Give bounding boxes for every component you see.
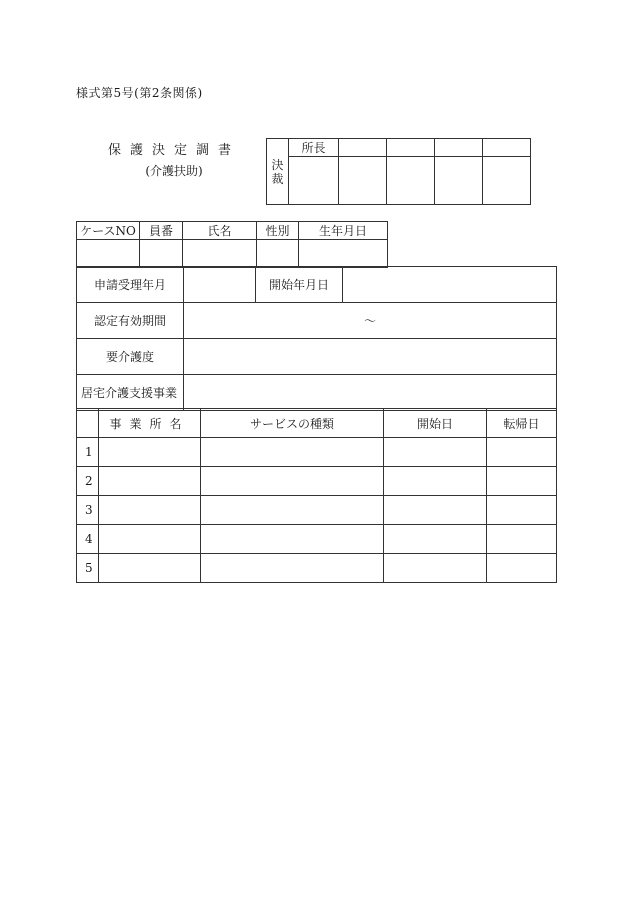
provider-name-field[interactable]	[99, 554, 201, 583]
start-date-field[interactable]	[384, 438, 487, 467]
start-date-field[interactable]	[343, 267, 557, 303]
approval-stamp-cell[interactable]	[483, 157, 531, 205]
service-type-field[interactable]	[201, 438, 384, 467]
provider-name-field[interactable]	[99, 496, 201, 525]
header-member-no: 員番	[140, 222, 183, 240]
approval-header	[387, 139, 435, 157]
valid-period-label: 認定有効期間	[77, 303, 184, 339]
header-case-no: ケースNO	[77, 222, 140, 240]
header-provider-name: 事業所名	[99, 409, 201, 438]
header-sex: 性別	[257, 222, 299, 240]
table-row	[77, 525, 557, 554]
home-care-provider-field[interactable]	[184, 375, 557, 411]
end-date-field[interactable]	[487, 496, 557, 525]
table-row	[77, 438, 557, 467]
name-field[interactable]	[183, 240, 257, 268]
row-number: 4	[77, 525, 99, 554]
provider-name-field[interactable]	[99, 525, 201, 554]
header-birthdate: 生年月日	[299, 222, 388, 240]
header-service-type: サービスの種類	[201, 409, 384, 438]
provider-name-field[interactable]	[99, 438, 201, 467]
approval-stamp-cell[interactable]	[289, 157, 339, 205]
approval-header	[483, 139, 531, 157]
identification-table	[76, 221, 388, 268]
member-no-field[interactable]	[140, 240, 183, 268]
approval-header	[435, 139, 483, 157]
row-number: 1	[77, 438, 99, 467]
service-type-field[interactable]	[201, 467, 384, 496]
start-date-field[interactable]	[384, 554, 487, 583]
row-number: 5	[77, 554, 99, 583]
care-level-field[interactable]	[184, 339, 557, 375]
header-name: 氏名	[183, 222, 257, 240]
table-row	[77, 554, 557, 583]
service-type-field[interactable]	[201, 496, 384, 525]
end-date-field[interactable]	[487, 525, 557, 554]
service-type-field[interactable]	[201, 525, 384, 554]
birthdate-field[interactable]	[299, 240, 388, 268]
header-end-date: 転帰日	[487, 409, 557, 438]
header-start-date: 開始日	[384, 409, 487, 438]
provider-name-field[interactable]	[99, 467, 201, 496]
approval-stamp-cell[interactable]	[339, 157, 387, 205]
approval-box	[266, 138, 531, 205]
end-date-field[interactable]	[487, 467, 557, 496]
application-received-field[interactable]	[184, 267, 256, 303]
end-date-field[interactable]	[487, 438, 557, 467]
application-received-label: 申請受理年月	[77, 267, 184, 303]
sex-field[interactable]	[257, 240, 299, 268]
row-number-header	[77, 409, 99, 438]
valid-period-separator: ～	[363, 314, 376, 328]
end-date-field[interactable]	[487, 554, 557, 583]
details-table	[76, 266, 557, 411]
approval-header-director: 所長	[289, 139, 339, 157]
case-no-field[interactable]	[77, 240, 140, 268]
document-subtitle: (介護扶助)	[145, 164, 203, 178]
care-level-label: 要介護度	[77, 339, 184, 375]
start-date-field[interactable]	[384, 525, 487, 554]
approval-stamp-cell[interactable]	[435, 157, 483, 205]
start-date-field[interactable]	[384, 496, 487, 525]
row-number: 3	[77, 496, 99, 525]
table-row	[77, 467, 557, 496]
table-row	[77, 496, 557, 525]
approval-side-label: 決 裁	[267, 139, 289, 205]
approval-stamp-cell[interactable]	[387, 157, 435, 205]
approval-header	[339, 139, 387, 157]
services-table	[76, 408, 557, 583]
document-title: 保護決定調書	[107, 143, 240, 158]
start-date-label: 開始年月日	[256, 267, 343, 303]
home-care-provider-label: 居宅介護支援事業	[77, 375, 184, 411]
start-date-field[interactable]	[384, 467, 487, 496]
form-number-label: 様式第5号(第2条関係)	[76, 86, 203, 100]
row-number: 2	[77, 467, 99, 496]
valid-period-field[interactable]	[184, 303, 557, 339]
service-type-field[interactable]	[201, 554, 384, 583]
